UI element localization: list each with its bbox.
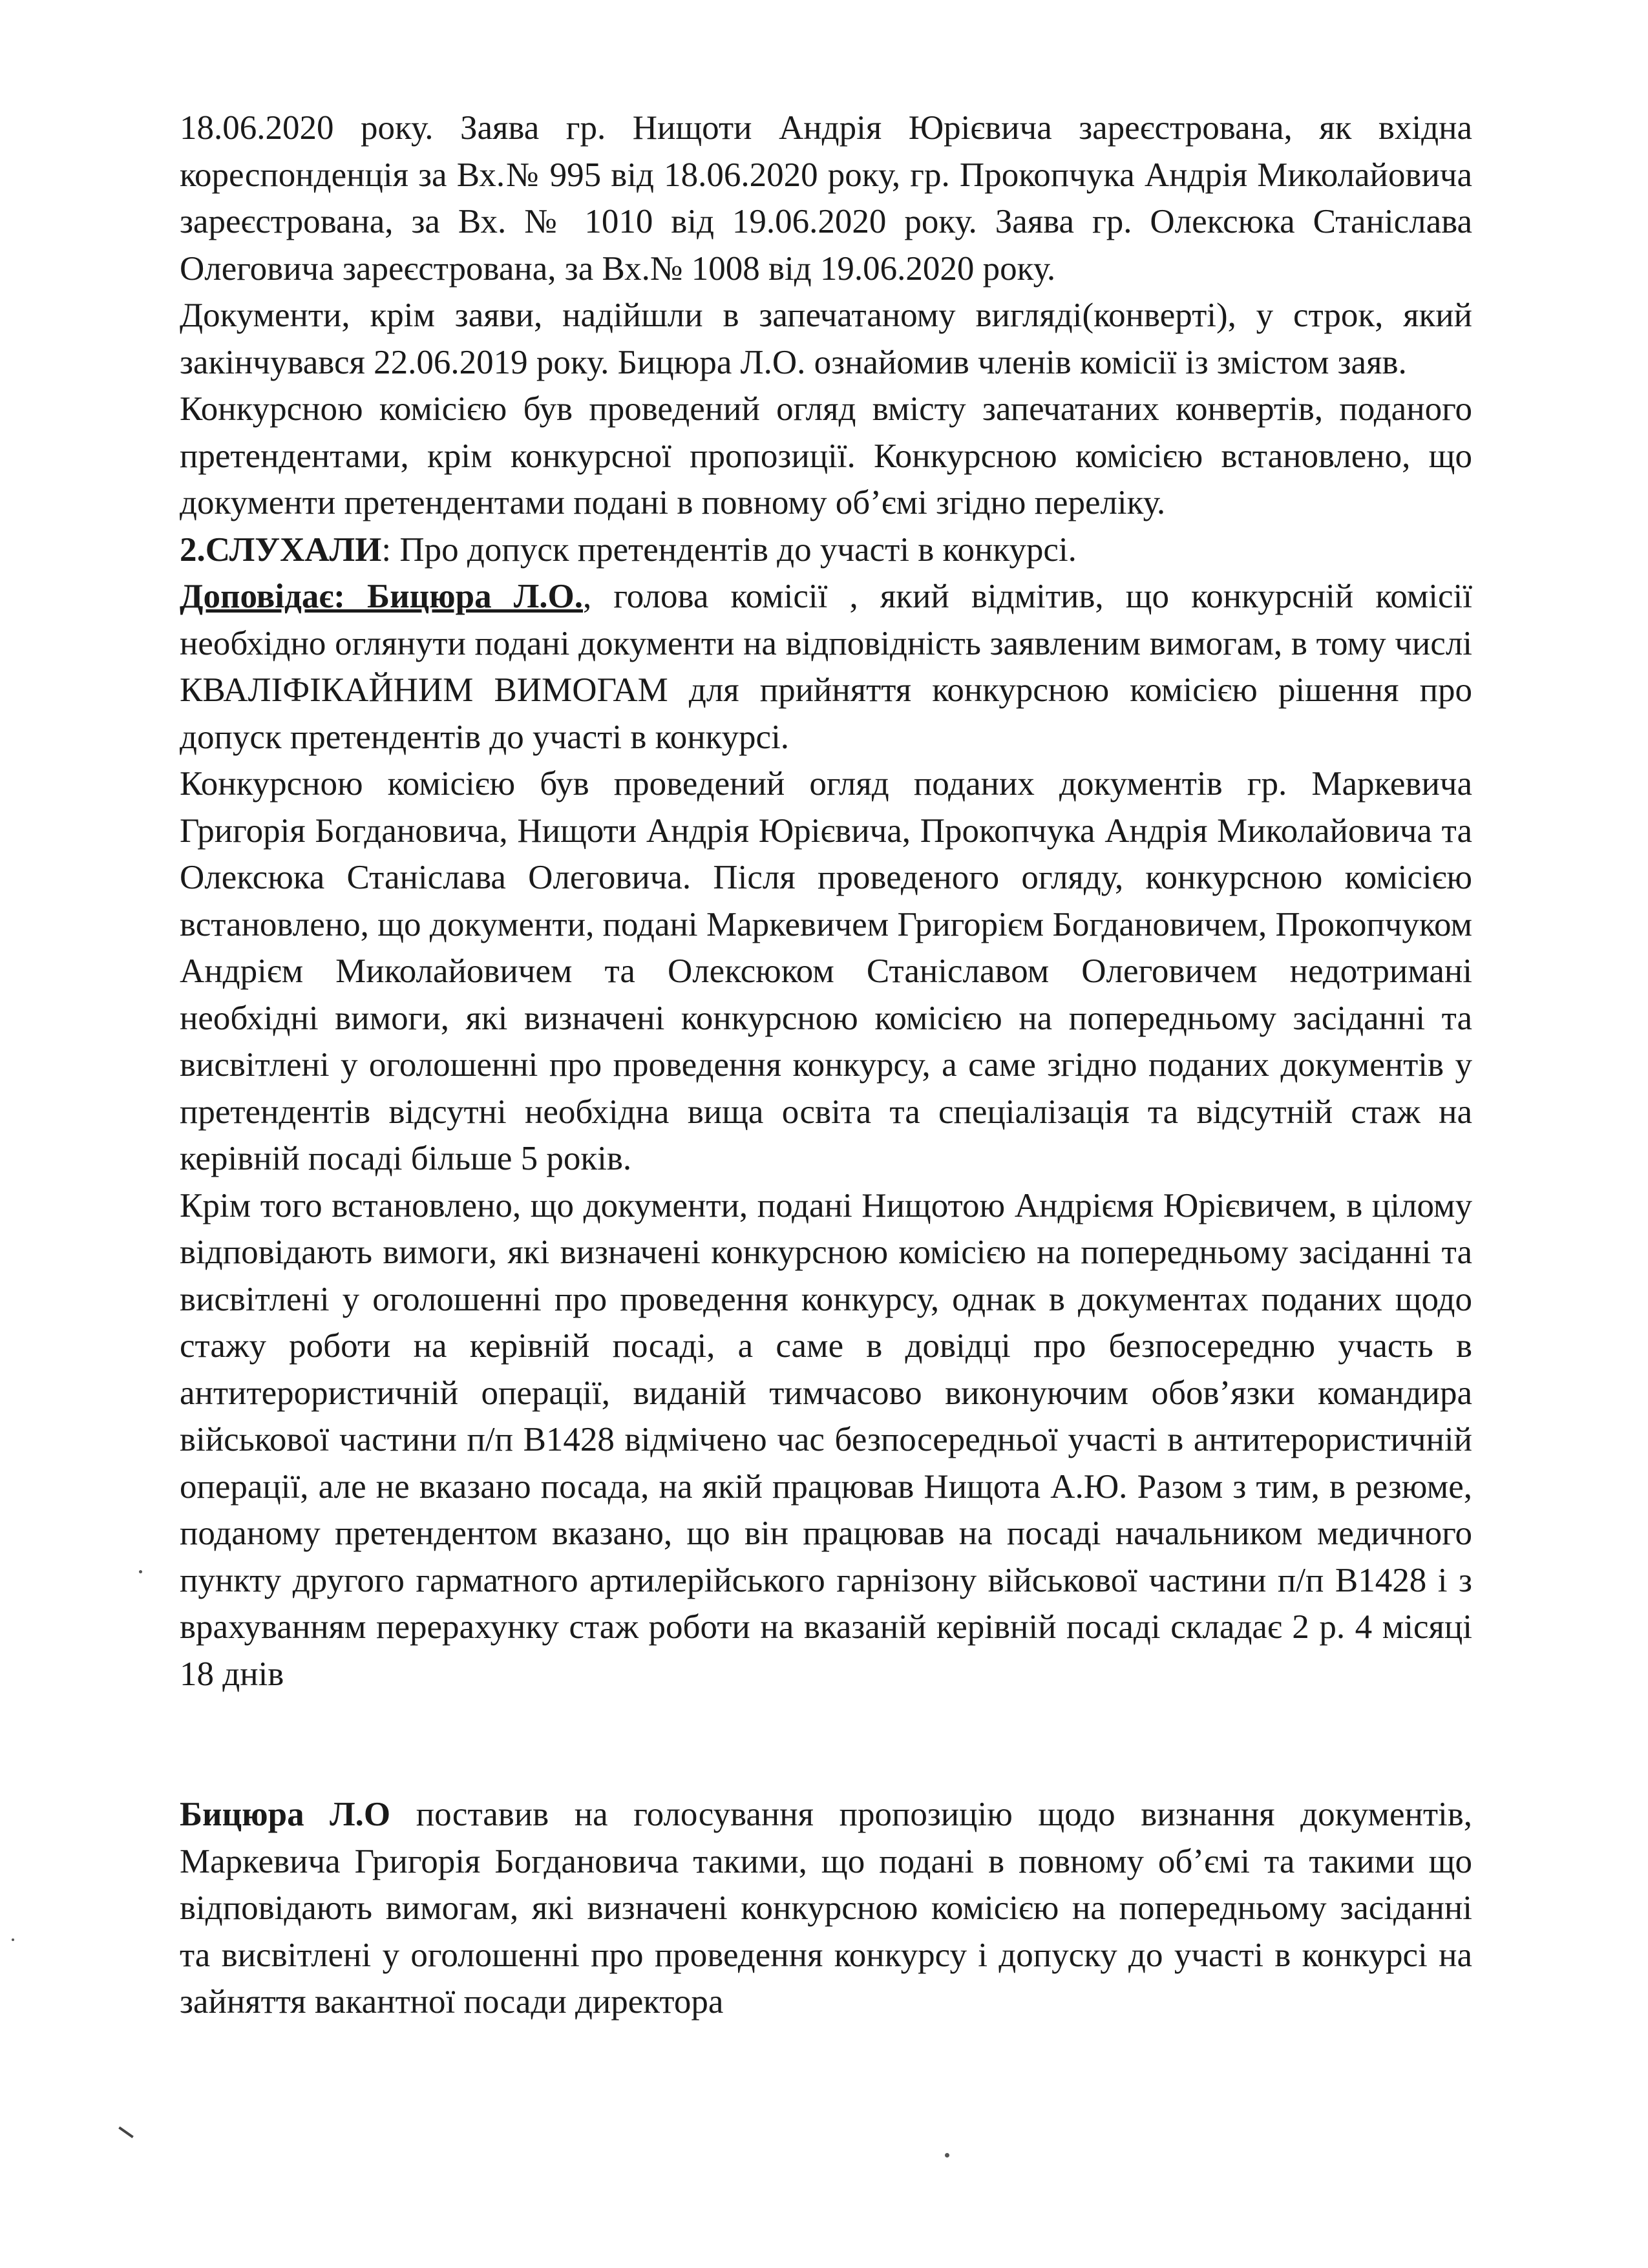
scan-speck — [139, 1570, 142, 1573]
scan-speck — [12, 1938, 14, 1941]
paragraph-registration: 18.06.2020 року. Заява гр. Нищоти Андрія Юрієвича зареєстрована, як вхідна кореспонденція за Вх.№ 995 від 18.06.2020 року, гр. Прокопчука Андрія Миколайовича зареєстрована, за Вх. № 1010 від 19.06.2020 року. Заява гр. Олексюка Станіслава Олеговича зареєстрована, за Вх.№ 1008 від 19.06.2020 року. — [180, 109, 1472, 288]
scan-speck — [945, 2153, 949, 2158]
paragraph-documents-received: Документи, крім заяви, надійшли в запечатаному вигляді(конверті), у строк, який закінчувався 22.06.2019 року. Бицюра Л.О. ознайомив членів комісії із змістом заяв. — [180, 297, 1472, 381]
vote-chair-name: Бицюра Л.О — [180, 1796, 391, 1833]
document-body — [180, 105, 1472, 2026]
paragraph-spacer — [180, 1697, 1472, 1791]
section-heading-heard: 2.СЛУХАЛИ — [180, 530, 382, 569]
vote-text: поставив на голосування пропозицію щодо визнання документів, Маркевича Григорія Богдановича такими, що подані в повному об’ємі та такими що відповідають вимогам, які визначені конкурсною комісією на попередньому засіданні та висвітлені у оголошенні про проведення конкурсу і допуску до участі в конкурсі на зайняття вакантної посади директора — [180, 1796, 1472, 2021]
scan-scratch — [118, 2126, 134, 2138]
reporter-lead: Доповідає: Бицюра Л.О. — [180, 578, 583, 615]
paragraph-additional-findings: Крім того встановлено, що документи, подані Нищотою Андріємя Юрієвичем, в цілому відповідають вимоги, які визначені конкурсною комісією на попередньому засіданні та висвітлені у оголошенні про проведення конкурсу, однак в документах поданих щодо стажу роботи на керівній посаді, а саме в довідці про безпосередню участь в антитерористичній операції, виданій тимчасово виконуючим обов’язки командира військової частини п/п В1428 відмічено час безпосередньої участі в антитерористичній операції, але не вказано посада, на якій працював Нищота А.Ю. Разом з тим, в резюме, поданому претендентом вказано, що він працював на посаді начальником медичного пункту другого гарматного артилерійського гарнізону військової частини п/п В1428 і з врахуванням перерахунку стаж роботи на вказаній керівній посаді складає 2 р. 4 місяці 18 днів — [180, 1186, 1472, 1693]
report-text: , голова комісії , який відмітив, що конкурсній комісії необхідно оглянути подані документи на відповідність заявленим вимогам, в тому числі КВАЛІФІКАЙНИМ ВИМОГАМ для прийняття конкурсною комісією рішення про допуск претендентів до участі в конкурсі. — [180, 578, 1473, 756]
paragraph-envelope-review: Конкурсною комісією був проведений огляд вмісту запечатаних конвертів, поданого претендентами, крім конкурсної пропозиції. Конкурсною комісією встановлено, що документи претендентами подані в повному об’ємі згідно переліку. — [180, 390, 1472, 521]
paragraph-report — [180, 573, 1472, 761]
paragraph-review-findings: Конкурсною комісією був проведений огляд поданих документів гр. Маркевича Григорія Богдановича, Нищоти Андрія Юрієвича, Прокопчука Андрія Миколайовича та Олексюка Станіслава Олеговича. Після проведеного огляду, конкурсною комісією встановлено, що документи, подані Маркевичем Григорієм Богдановичем, Прокопчуком Андрієм Миколайовичем та Олексюком Станіславом Олеговичем недотримані необхідні вимоги, які визначені конкурсною комісією на попередньому засіданні та висвітлені у оголошенні про проведення конкурсу, а саме згідно поданих документів у претендентів відсутні необхідна вища освіта та спеціалізація та відсутній стаж на керівній посаді більше 5 років. — [180, 765, 1472, 1177]
paragraph-heard-2 — [180, 527, 1472, 574]
section-heading-subject: : Про допуск претендентів до участі в конкурсі. — [381, 530, 1077, 569]
paragraph-vote — [180, 1791, 1472, 2026]
